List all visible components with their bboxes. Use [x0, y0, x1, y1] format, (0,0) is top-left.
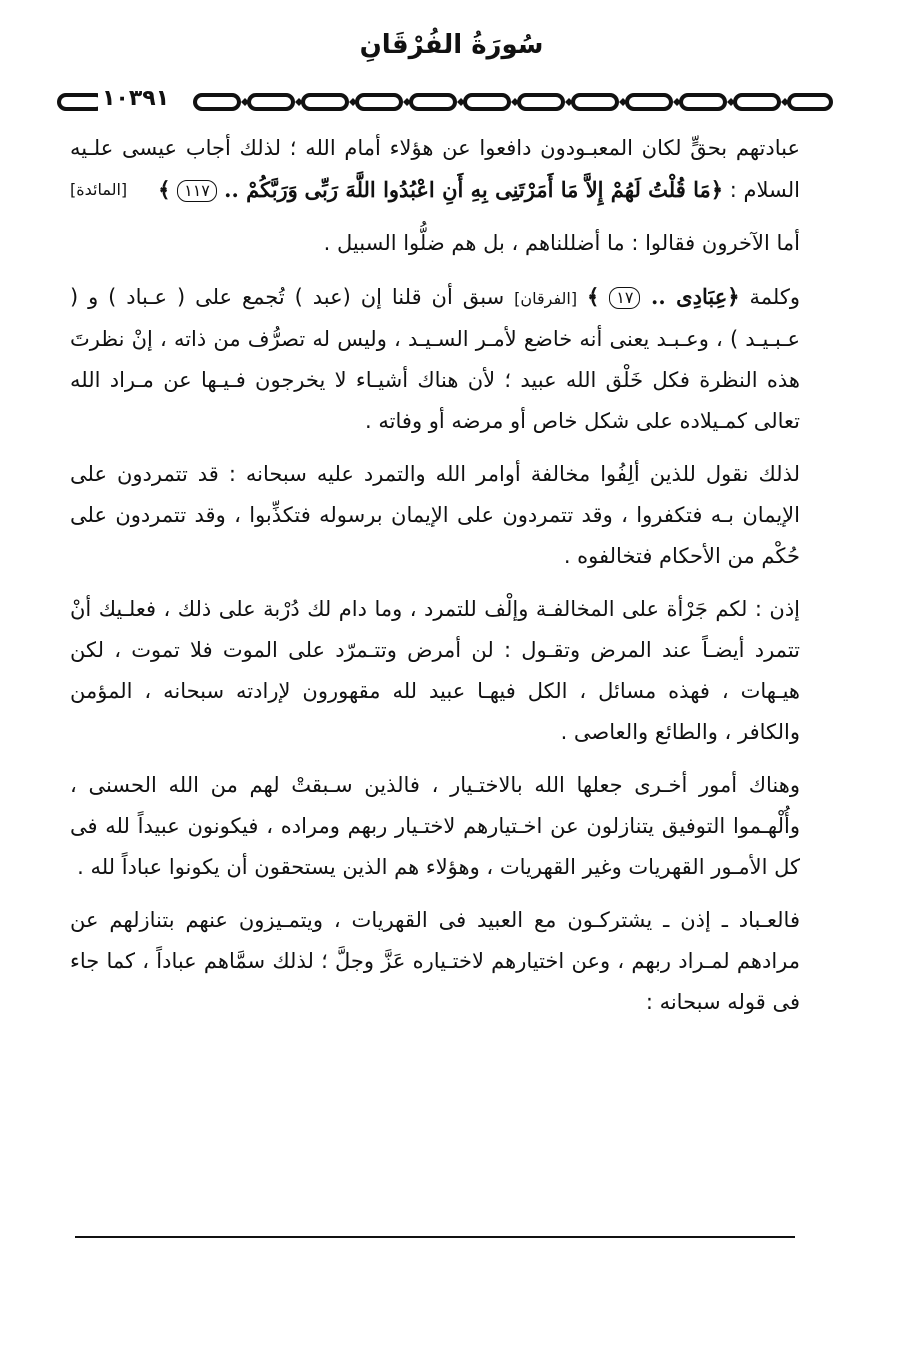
- quran-verse-end: وَرَبَّكُمْ ..: [216, 177, 298, 202]
- surah-reference: [الفرقان]: [514, 289, 578, 308]
- ayah-number-badge: ١٧: [609, 287, 640, 309]
- paragraph-3: [70, 276, 800, 442]
- quran-close-bracket: ﴾: [587, 284, 600, 309]
- text-fragment: وكلمة: [749, 285, 800, 309]
- ayah-number-badge: ١١٧: [177, 180, 217, 202]
- paragraph-2: أما الآخرون فقالوا : ما أضللناهم ، بل هم ضلُّوا السبيل .: [323, 231, 800, 255]
- quran-verse: ﴿عِبَادِى ..: [640, 284, 740, 309]
- quran-verse: ﴿مَا قُلْتُ لَهُمْ إِلاَّ مَا أَمَرْتَنِى بِهِ أَنِ اعْبُدُوا اللَّهَ رَبِّى: [304, 177, 724, 202]
- paragraph-4: لذلك نقول للذين ألِفُوا مخالفة أوامر الله والتمرد عليه سبحانه : قد تتمردون على الإيمان بـه فتكفروا ، وقد تتمردون على الإيمان برسوله فتكذِّبوا ، وقد تتمردون على حُكْم من الأحكام فتخالفوه .: [70, 462, 800, 568]
- paragraph-6: وهناك أمور أخـرى جعلها الله بالاختـيار ، فالذين سـبقتْ لهم من الله الحسنى ، وأُلْهـموا التوفيق يتنازلون عن اخـتيارهم لاختـيار ربهم ومراده ، فيكونون عبيداً لله فى كل الأمـور القهريات وغير القهريات ، وهؤلاء هم الذين يستحقون أن يكونوا عباداً لله .: [70, 773, 800, 879]
- paragraph-7: فالعـباد ـ إذن ـ يشتركـون مع العبيد فى القهريات ، ويتمـيزون عنهم بتنازلهم عن مرادهم لمـراد ربهم ، وعن اختيارهم لاختـياره عَزَّ وجلَّ ؛ لذلك سمَّاهم عباداً ، كما جاء فى قوله سبحانه :: [70, 908, 800, 1014]
- text-fragment: سبق أن قلنا إن (عبد ) تُجمع على ( عـباد ) و ( عـبـيـد ) ، وعـبـد يعنى أنه خاضع لأمـر السـيـد ، وليس له تصرُّف من ذاته ، إنْ نظرتَ هذه النظرة فكل خَلْق الله عبيد ؛ لأن هناك أشيـاء لا يخرجون فـيـها عن مـراد الله تعالى كمـيلاده على شكل خاص أو مرضه أو وفاته .: [70, 285, 800, 433]
- quran-close-bracket: ﴾: [158, 177, 171, 202]
- surah-title: سُورَةُ الفُرْقَانِ: [359, 30, 544, 60]
- page-number: ١٠٣٩١: [98, 86, 173, 111]
- page-body: [70, 128, 800, 1035]
- footer-divider: [75, 1236, 795, 1238]
- paragraph-5: إذن : لكم جَرْأة على المخالفـة وإلْف للتمرد ، وما دام لك دُرْبة على ذلك ، فعلـيك أنْ تتمرد أيضـاً عند المرض وتقـول : لن أمرض وتتـمرّد على الموت فلا تموت ، لكن هيـهات ، فهذه مسائل ، الكل فيهـا عبيد لله مقهورون لإرادته سبحانه ، المؤمن والكافر ، والطائع والعاصى .: [70, 597, 800, 744]
- text-line: عبادتهم بحقٍّ لكان المعبـودون دافعوا عن هؤلاء أمام الله ؛ لذلك أجاب: [185, 136, 800, 160]
- paragraph-1: [70, 128, 800, 211]
- surah-reference: [المائدة]: [70, 180, 128, 199]
- text-fragment: عيسى علـيه السلام :: [70, 136, 800, 202]
